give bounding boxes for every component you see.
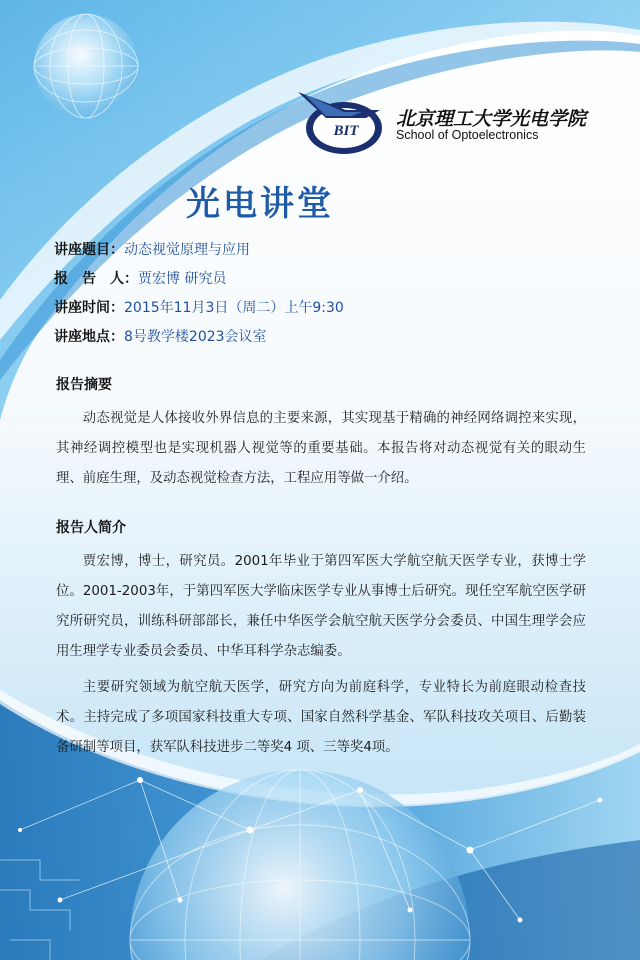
- info-label: 讲座题目：: [54, 242, 124, 258]
- info-value: 8号教学楼2023会议室: [124, 329, 267, 345]
- info-row-location: [54, 327, 344, 356]
- info-label: 讲座时间：: [54, 300, 124, 316]
- info-row-speaker: [54, 269, 344, 298]
- speaker-bio-section: [56, 518, 586, 763]
- poster-title: 光电讲堂: [186, 184, 334, 224]
- lecture-info: [54, 240, 344, 356]
- info-row-topic: [54, 240, 344, 269]
- emblem-text: BIT: [333, 123, 359, 139]
- info-value: 动态视觉原理与应用: [124, 242, 250, 258]
- bio-paragraph: 主要研究领域为航空航天医学，研究方向为前庭科学，专业特长为前庭眼动检查技术。主持完成了多项国家科技重大专项、国家自然科学基金、军队科技攻关项目、后勤装备研制等项目，获军队科技进步二等奖4 项、三等奖4项。: [56, 680, 586, 755]
- abstract-heading: 报告摘要: [56, 377, 112, 393]
- info-label: 讲座地点：: [54, 329, 124, 345]
- bit-emblem-icon: [296, 88, 392, 158]
- info-value: 贾宏博 研究员: [138, 271, 227, 287]
- info-value: 2015年11月3日（周二）上午9:30: [124, 300, 344, 316]
- school-name-cn: 北京理工大学光电学院: [396, 108, 587, 130]
- info-label: 报 告 人：: [54, 271, 138, 287]
- abstract-text: 动态视觉是人体接收外界信息的主要来源，其实现基于精确的神经网络调控来实现，其神经调控模型也是实现机器人视觉等的重要基础。本报告将对动态视觉有关的眼动生理、前庭生理，及动态视觉检查方法，工程应用等做一介绍。: [56, 411, 586, 486]
- bio-heading: 报告人简介: [56, 520, 126, 536]
- info-row-time: [54, 298, 344, 327]
- abstract-section: [56, 375, 586, 494]
- bio-paragraph: 贾宏博，博士，研究员。2001年毕业于第四军医大学航空航天医学专业，获博士学位。2001-2003年，于第四军医大学临床医学专业从事博士后研究。现任空军航空医学研究所研究员，训练科研部部长，兼任中华医学会航空航天医学分会委员、中国生理学会应用生理学专业委员会委员、中华耳科学杂志编委。: [56, 554, 586, 659]
- school-name-en: School of Optoelectronics: [396, 128, 539, 142]
- school-logo: [296, 88, 596, 158]
